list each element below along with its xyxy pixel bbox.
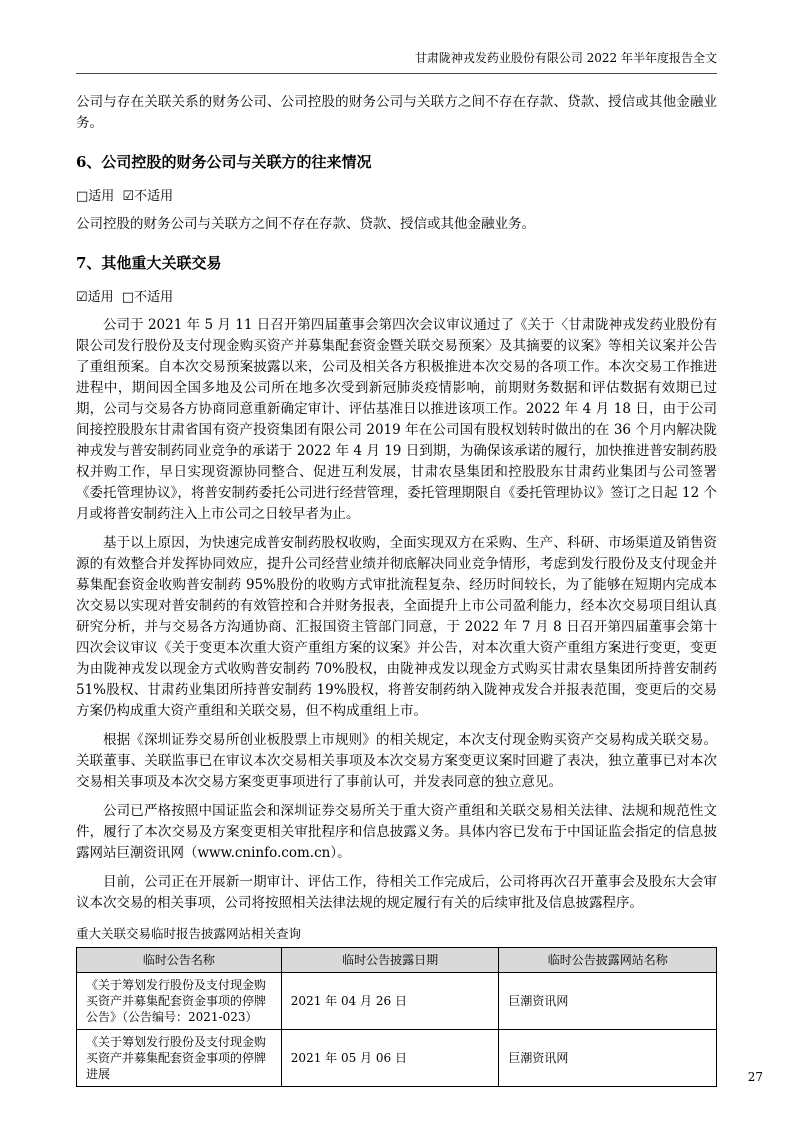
table-header-row — [77, 948, 717, 973]
section-6-text: 公司控股的财务公司与关联方之间不存在存款、贷款、授信或其他金融业务。 — [76, 216, 535, 232]
section-6-applicability — [76, 188, 717, 206]
table-caption: 重大关联交易临时报告披露网站相关查询 — [76, 926, 302, 941]
not-applicable-checkbox-label: ☑不适用 — [122, 189, 174, 204]
website-name-cell: 巨潮资讯网 — [499, 1030, 717, 1087]
applicable-checkbox-label: □适用 — [76, 189, 115, 204]
section-7-paragraph-1: 公司于 2021 年 5 月 11 日召开第四届董事会第四次会议审议通过了《关于〈甘肃陇神戎发药业股份有限公司发行股份及支付现金购买资产并募集配套资金暨关联交易预案〉及其摘要的议案》等相关议案并公告了重组预案。自本次交易预案披露以来，公司及相关各方积极推进本次交易的各项工作。本次交易工作推进进程中，期间因全国多地及公司所在地多次受到新冠肺炎疫情影响，前期财务数据和评估数据有效期已过期，公司与交易各方协商同意重新确定审计、评估基准日以推进该项工作。2022 年 4 月 18 日，由于公司间接控股股东甘肃省国有资产投资集团有限公司 2019 年在公司国有股权划转时做出的在 36 个月内解决陇神戎发与普安制药同业竞争的承诺于 2022 年 4 月 19 日到期，为确保该承诺的履行，加快推进普安制药股权并购工作，早日实现资源协同整合、促进互利发展，甘肃农垦集团和控股股东甘肃药业集团与公司签署《委托管理协议》，将普安制药委托公司进行经营管理，委托管理期限自《委托管理协议》签订之日起 12 个月或将普安制药注入上市公司之日较早者为止。 — [76, 317, 717, 522]
section-6-heading: 6、公司控股的财务公司与关联方的往来情况 — [76, 153, 372, 171]
disclosure-date-cell: 2021 年 04 月 26 日 — [281, 973, 499, 1030]
section-7-paragraph-2: 基于以上原因，为快速完成普安制药股权收购，全面实现双方在采购、生产、科研、市场渠道及销售资源的有效整合并发挥协同效应，提升公司经营业绩并彻底解决同业竞争情形，考虑到发行股份及支付现金并募集配套资金收购普安制药 95%股份的收购方式审批流程复杂、经历时间较长，为了能够在短期内完成本次交易以实现对普安制药的有效管控和合并财务报表，全面提升上市公司盈利能力，经本次交易项目组认真研究分析，并与交易各方沟通协商、汇报国资主管部门同意，于 2022 年 7 月 8 日召开第四届董事会第十四次会议审议《关于变更本次重大资产重组方案的议案》并公告，对本次重大资产重组方案进行变更，变更为由陇神戎发以现金方式收购普安制药 70%股权，由陇神戎发以现金方式购买甘肃农垦集团所持普安制药 51%股权、甘肃药业集团所持普安制药 19%股权，将普安制药纳入陇神戎发合并报表范围，变更后的交易方案仍构成重大资产重组和关联交易，但不构成重组上市。 — [76, 535, 717, 719]
section-7-applicability — [76, 289, 717, 307]
page-number: 27 — [747, 1070, 763, 1084]
announcement-name-cell: 《关于筹划发行股份及支付现金购买资产并募集配套资金事项的停牌进展 — [77, 1030, 282, 1087]
intro-paragraph: 公司与存在关联关系的财务公司、公司控股的财务公司与关联方之间不存在存款、贷款、授信或其他金融业务。 — [76, 94, 717, 131]
report-title: 甘肃陇神戎发药业股份有限公司 2022 年半年度报告全文 — [414, 51, 717, 65]
announcement-name-cell: 《关于筹划发行股份及支付现金购买资产并募集配套资金事项的停牌公告》（公告编号：2021-023） — [77, 973, 282, 1030]
disclosure-table — [76, 947, 717, 1087]
page-content — [76, 74, 717, 1087]
applicable-checkbox-label: ☑适用 — [76, 290, 114, 305]
disclosure-date-cell: 2021 年 05 月 06 日 — [281, 1030, 499, 1087]
column-header-disclosure-date: 临时公告披露日期 — [281, 948, 499, 973]
column-header-announcement-name: 临时公告名称 — [77, 948, 282, 973]
website-name-cell: 巨潮资讯网 — [499, 973, 717, 1030]
section-7-paragraph-4: 公司已严格按照中国证监会和深圳证券交易所关于重大资产重组和关联交易相关法律、法规和规范性文件，履行了本次交易及方案变更相关审批程序和信息披露义务。具体内容已发布于中国证监会指定的信息披露网站巨潮资讯网（www.cninfo.com.cn）。 — [76, 803, 717, 861]
page-header — [76, 50, 717, 74]
section-7-heading: 7、其他重大关联交易 — [76, 254, 222, 272]
not-applicable-checkbox-label: □不适用 — [121, 290, 174, 305]
table-row — [77, 973, 717, 1030]
section-7-paragraph-5: 目前，公司正在开展新一期审计、评估工作，待相关工作完成后，公司将再次召开董事会及股东大会审议本次交易的相关事项，公司将按照相关法律法规的规定履行有关的后续审批及信息披露程序。 — [76, 874, 717, 911]
table-row — [77, 1030, 717, 1087]
section-7-paragraph-3: 根据《深圳证券交易所创业板股票上市规则》的相关规定，本次支付现金购买资产交易构成关联交易。关联董事、关联监事已在审议本次交易相关事项及本次交易方案变更议案时回避了表决，独立董事已对本次交易相关事项及本次交易方案变更事项进行了事前认可，并发表同意的独立意见。 — [76, 732, 717, 790]
column-header-website-name: 临时公告披露网站名称 — [499, 948, 717, 973]
